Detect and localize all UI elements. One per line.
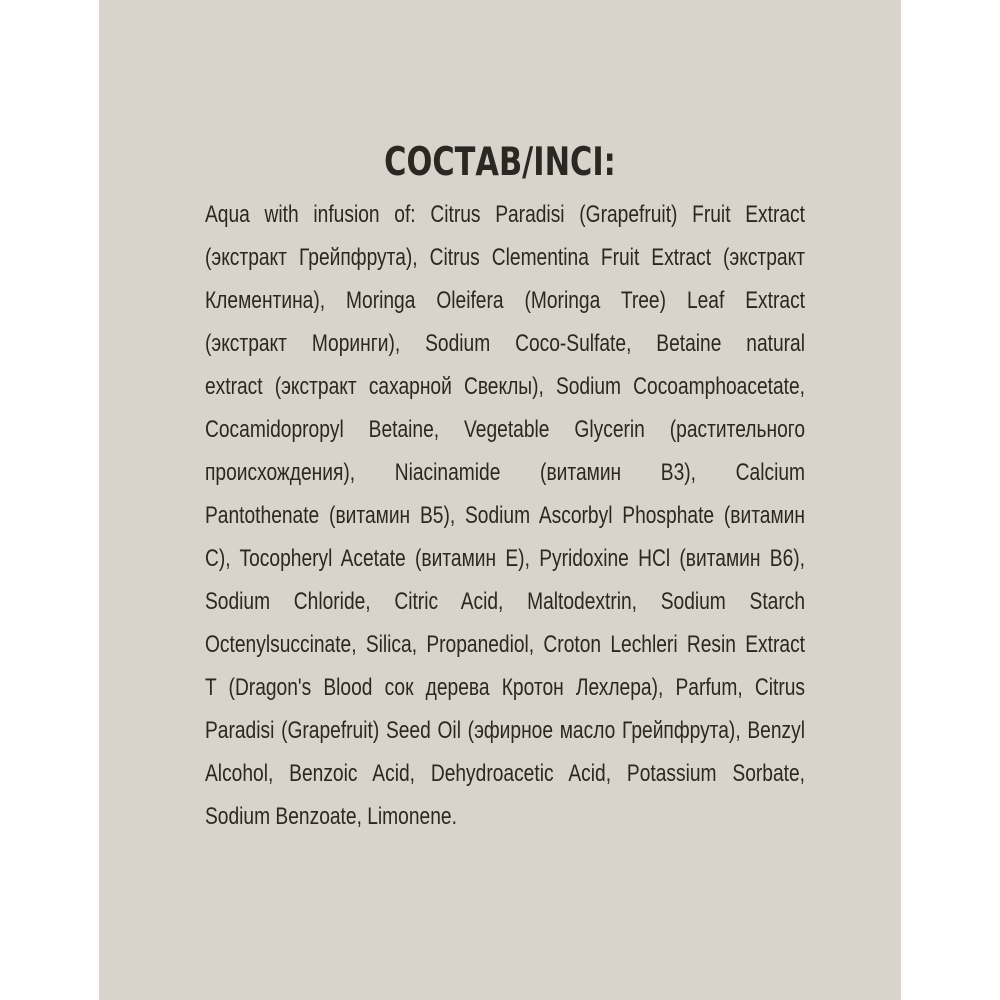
ingredients-line: Octenylsuccinate, Silica, Propanediol, Croton Lechleri Resin Extract [205, 631, 805, 658]
ingredients-line: происхождения), Niacinamide (витамин B3), Calcium [205, 459, 805, 486]
ingredients-line: (экстракт Моринги), Sodium Coco-Sulfate, Betaine natural [205, 330, 805, 357]
ingredients-line: Paradisi (Grapefruit) Seed Oil (эфирное масло Грейпфрута), Benzyl [205, 717, 805, 744]
ingredients-line: Cocamidopropyl Betaine, Vegetable Glycerin (растительного [205, 416, 805, 443]
ingredients-line: Sodium Benzoate, Limonene. [205, 803, 457, 830]
ingredients-heading: СОСТАВ/INCI: [384, 140, 616, 185]
ingredients-line: (экстракт Грейпфрута), Citrus Clementina Fruit Extract (экстракт [205, 244, 805, 271]
ingredients-line: Sodium Chloride, Citric Acid, Maltodextrin, Sodium Starch [205, 588, 805, 615]
ingredients-line: Клементина), Moringa Oleifera (Moringa Tree) Leaf Extract [205, 287, 805, 314]
ingredients-line: Alcohol, Benzoic Acid, Dehydroacetic Acid, Potassium Sorbate, [205, 760, 805, 787]
ingredients-line: T (Dragon's Blood сок дерева Кротон Лехлера), Parfum, Citrus [205, 674, 805, 701]
ingredients-line: Pantothenate (витамин B5), Sodium Ascorbyl Phosphate (витамин [205, 502, 805, 529]
ingredients-line: Aqua with infusion of: Citrus Paradisi (Grapefruit) Fruit Extract [205, 201, 805, 228]
ingredients-line: extract (экстракт сахарной Свеклы), Sodium Cocoamphoacetate, [205, 373, 805, 400]
ingredients-card [99, 0, 901, 1000]
ingredients-line: C), Tocopheryl Acetate (витамин E), Pyridoxine HCl (витамин B6), [205, 545, 805, 572]
